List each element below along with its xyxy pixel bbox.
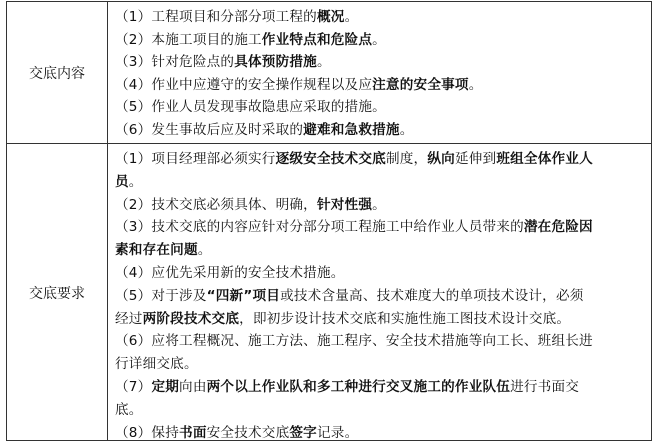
body-text: （5）对于涉及 — [115, 287, 207, 304]
body-text: 。 — [128, 173, 143, 190]
body-text: 安全技术交底 — [206, 424, 290, 441]
text-line — [115, 194, 647, 217]
safety-disclosure-table — [6, 1, 652, 441]
text-line — [115, 399, 647, 422]
text-line — [115, 353, 647, 376]
body-text: （2）本施工项目的施工 — [115, 31, 262, 48]
emphasis-text: 两个以上作业队和多工种进行交叉施工的作业队伍 — [206, 378, 511, 395]
emphasis-text: 针对性强 — [316, 196, 373, 213]
text-line — [115, 216, 647, 239]
body-text: ，即初步设计技术交底和实施性施工图技术设计交底。 — [239, 310, 571, 327]
body-text: 。 — [372, 196, 386, 213]
emphasis-text: 纵向 — [427, 151, 455, 167]
text-line — [115, 29, 647, 52]
body-text: 。 — [344, 9, 359, 25]
body-text: 经过 — [115, 310, 143, 327]
body-text: 。 — [197, 242, 212, 259]
emphasis-text: 避难和急救措施 — [303, 121, 400, 138]
body-text: 底。 — [115, 401, 143, 418]
body-text: （3）技术交底的内容应针对分部分项工程施工中给作业人员带来的 — [115, 219, 524, 236]
text-line — [115, 376, 647, 399]
emphasis-text: 员 — [115, 173, 129, 190]
body-text: （6）发生事故后应及时采取的 — [115, 121, 304, 138]
text-line — [115, 51, 647, 74]
emphasis-text: “四新”项目 — [206, 287, 281, 304]
table-row-content — [7, 2, 651, 144]
emphasis-text: 素和存在问题 — [115, 242, 198, 259]
body-text: （6）应将工程概况、施工方法、施工程序、安全技术措施等向工长、班组长进 — [115, 333, 593, 350]
text-line — [115, 148, 647, 171]
text-line — [115, 119, 647, 142]
body-text: （2）技术交底必须具体、明确， — [115, 196, 317, 213]
text-line — [115, 262, 647, 285]
text-line — [115, 308, 647, 331]
body-text: 。 — [399, 121, 414, 138]
body-text: （4）应优先采用新的安全技术措施。 — [115, 264, 345, 281]
text-line — [115, 239, 647, 262]
emphasis-text: 注意的安全事项 — [372, 76, 469, 93]
body-text: 。 — [468, 76, 483, 93]
emphasis-text: 逐级安全技术交底 — [275, 151, 386, 167]
body-text: 或技术含量高、技术难度大的单项技术设计，必须 — [280, 287, 584, 304]
row-body-content — [115, 6, 647, 142]
text-line — [115, 6, 647, 29]
body-text: （5）作业人员发现事故隐患应采取的措施。 — [115, 99, 386, 116]
emphasis-text: 签字 — [289, 424, 317, 441]
emphasis-text: 概况 — [316, 9, 345, 25]
body-text: （4）作业中应遵守的安全操作规程以及应 — [115, 76, 373, 93]
body-text: 。 — [372, 31, 386, 48]
body-text: 进行书面交 — [510, 378, 580, 395]
text-line — [115, 171, 647, 194]
text-line — [115, 422, 647, 444]
row-body-requirements — [115, 148, 647, 444]
body-text: （3）针对危险点的 — [115, 54, 235, 71]
row-label-requirements: 交底要求 — [7, 144, 108, 441]
text-line — [115, 74, 647, 97]
text-line — [115, 330, 647, 353]
body-text: 。 — [316, 54, 331, 71]
emphasis-text: 定期 — [151, 378, 180, 395]
body-text: 制度， — [385, 151, 428, 167]
row-label-content: 交底内容 — [7, 2, 108, 143]
emphasis-text: 两阶段技术交底 — [142, 310, 240, 327]
table-row-requirements — [7, 144, 651, 441]
emphasis-text: 班组全体作业人 — [496, 151, 593, 167]
body-text: （1）工程项目和分部分项工程的 — [115, 9, 317, 25]
body-text: （7） — [115, 378, 152, 395]
emphasis-text: 潜在危险因 — [523, 219, 593, 236]
emphasis-text: 书面 — [179, 424, 207, 441]
emphasis-text: 作业特点和危险点 — [261, 31, 373, 48]
body-text: 记录。 — [316, 424, 359, 441]
emphasis-text: 具体预防措施 — [234, 54, 317, 71]
body-text: 向由 — [179, 378, 207, 395]
body-text: 延伸到 — [454, 151, 497, 167]
text-line — [115, 285, 647, 308]
text-line — [115, 96, 647, 119]
body-text: 行详细交底。 — [115, 356, 198, 373]
body-text: （1）项目经理部必须实行 — [115, 151, 276, 167]
body-text: （8）保持 — [115, 424, 180, 441]
